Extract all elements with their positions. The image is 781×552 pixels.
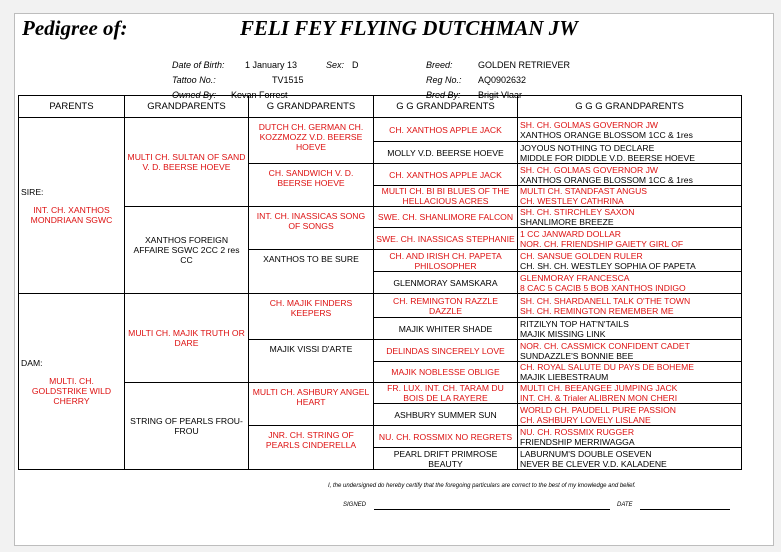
col-parents: PARENTS — [19, 96, 125, 118]
ggg-grandparent-pair — [518, 383, 742, 404]
col-gg-grandparents: G G GRANDPARENTS — [374, 96, 518, 118]
great-grandparent: INT. CH. INASSICAS SONG OF SONGS — [249, 207, 374, 250]
gg-grandparent: SWE. CH. INASSICAS STEPHANIE — [374, 228, 518, 250]
ggg-grandparent: NOR. CH. FRIENDSHIP GAIETY GIRL OF — [520, 238, 684, 249]
great-grandparent: MAJIK VISSI D'ARTE — [249, 340, 374, 383]
signed-label: SIGNED — [343, 502, 367, 508]
sire-label: SIRE: — [21, 187, 44, 197]
sire — [19, 118, 125, 294]
gg-grandparent: DELINDAS SINCERELY LOVE — [374, 340, 518, 362]
sire-name: INT. CH. XANTHOS MONDRIAAN SGWC — [30, 205, 113, 225]
grandparent: XANTHOS FOREIGN AFFAIRE SGWC 2CC 2 res CC — [125, 207, 249, 294]
gg-grandparent: MOLLY V.D. BEERSE HOEVE — [374, 142, 518, 164]
ggg-grandparent: MAJIK MISSING LINK — [520, 328, 606, 339]
ggg-grandparent-pair — [518, 142, 742, 164]
pedigree-row — [19, 383, 742, 404]
col-ggg-grandparents: G G G GRANDPARENTS — [518, 96, 742, 118]
ggg-grandparent: WORLD CH. PAUDELL PURE PASSION — [520, 404, 676, 415]
ggg-grandparent-pair — [518, 186, 742, 207]
ggg-grandparent: 1 CC JANWARD DOLLAR — [520, 228, 621, 239]
great-grandparent: DUTCH CH. GERMAN CH. KOZZMOZZ V.D. BEERSE HOEVE — [249, 118, 374, 164]
certification-statement: I, the undersigned do hereby certify that the foregoing particulars are correct to the best of my knowledge and belief. — [328, 483, 636, 489]
ggg-grandparent-pair — [518, 448, 742, 470]
ggg-grandparent: MAJIK LIEBESTRAUM — [520, 372, 609, 382]
ggg-grandparent: MULTI CH. BEEANGEE JUMPING JACK — [520, 383, 678, 393]
great-grandparent: XANTHOS TO BE SURE — [249, 250, 374, 294]
ggg-grandparent-pair — [518, 340, 742, 362]
gg-grandparent: CH. XANTHOS APPLE JACK — [374, 118, 518, 142]
ggg-grandparent: RITZILYN TOP HAT'N'TAILS — [520, 318, 629, 329]
ggg-grandparent-pair — [518, 164, 742, 186]
ggg-grandparent: FRIENDSHIP MERRIWAGGA — [520, 436, 635, 447]
ggg-grandparent: MULTI CH. STANDFAST ANGUS — [520, 186, 648, 196]
dam-name: MULTI. CH. GOLDSTRIKE WILD CHERRY — [31, 376, 112, 406]
sex-value: D — [352, 60, 359, 70]
gg-grandparent: MULTI CH. BI BI BLUES OF THE HELLACIOUS ACRES — [374, 186, 518, 207]
gg-grandparent: PEARL DRIFT PRIMROSE BEAUTY — [374, 448, 518, 470]
sex-label: Sex: — [326, 60, 345, 70]
ggg-grandparent: MIDDLE FOR DIDDLE V.D. BEERSE HOEVE — [520, 152, 695, 163]
ggg-grandparent: NU. CH. ROSSMIX RUGGER — [520, 426, 635, 437]
ggg-grandparent: SH. CH. STIRCHLEY SAXON — [520, 207, 635, 217]
ggg-grandparent: SH. CH. REMINGTON REMEMBER ME — [520, 305, 674, 316]
ggg-grandparent-pair — [518, 118, 742, 142]
ggg-grandparent: NEVER BE CLEVER V.D. KALADENE — [520, 458, 667, 469]
gg-grandparent: CH. AND IRISH CH. PAPETA PHILOSOPHER — [374, 250, 518, 272]
dam — [19, 294, 125, 470]
dog-name: FELI FEY FLYING DUTCHMAN JW — [240, 16, 578, 40]
signature-line[interactable] — [374, 509, 610, 510]
ggg-grandparent: CH. ROYAL SALUTE DU PAYS DE BOHEME — [520, 362, 694, 372]
ggg-grandparent: SUNDAZZLE'S BONNIE BEE — [520, 350, 634, 361]
gg-grandparent: NU. CH. ROSSMIX NO REGRETS — [374, 426, 518, 448]
gg-grandparent: FR. LUX. INT. CH. TARAM DU BOIS DE LA RAYERE — [374, 383, 518, 404]
breeder-value: Brigit Vlaar — [478, 90, 523, 100]
ggg-grandparent: LABURNUM'S DOUBLE OSEVEN — [520, 448, 652, 459]
dob-value: 1 January 13 — [245, 60, 298, 70]
tattoo-value: TV1515 — [272, 75, 304, 85]
date-line[interactable] — [640, 509, 730, 510]
ggg-grandparent: 8 CAC 5 CACIB 5 BOB XANTHOS INDIGO — [520, 282, 686, 293]
gg-grandparent: MAJIK WHITER SHADE — [374, 318, 518, 340]
bred-label: Bred By: — [426, 90, 461, 100]
dob-label: Date of Birth: — [172, 60, 225, 70]
grandparent: STRING OF PEARLS FROU-FROU — [125, 383, 249, 470]
ggg-grandparent: GLENMORAY FRANCESCA — [520, 272, 630, 283]
ggg-grandparent: XANTHOS ORANGE BLOSSOM 1CC & 1res — [520, 129, 693, 140]
pedigree-table — [18, 95, 742, 470]
ggg-grandparent-pair — [518, 272, 742, 294]
gg-grandparent: CH. REMINGTON RAZZLE DAZZLE — [374, 294, 518, 318]
col-g-grandparents: G GRANDPARENTS — [249, 96, 374, 118]
gg-grandparent: SWE. CH. SHANLIMORE FALCON — [374, 207, 518, 228]
ggg-grandparent: CH. SH. CH. WESTLEY SOPHIA OF PAPETA — [520, 260, 696, 271]
ggg-grandparent: NOR. CH. CASSMICK CONFIDENT CADET — [520, 340, 690, 351]
owner-value: Kevan Forrest — [231, 90, 288, 100]
reg-label: Reg No.: — [426, 75, 462, 85]
pedigree-row — [19, 118, 742, 142]
gg-grandparent: CH. XANTHOS APPLE JACK — [374, 164, 518, 186]
ggg-grandparent: CH. WESTLEY CATHRINA — [520, 196, 624, 206]
ggg-grandparent-pair — [518, 294, 742, 318]
ggg-grandparent-pair — [518, 404, 742, 426]
ggg-grandparent: XANTHOS ORANGE BLOSSOM 1CC & 1res — [520, 174, 693, 185]
owned-label: Owned By: — [172, 90, 217, 100]
ggg-grandparent-pair — [518, 250, 742, 272]
ggg-grandparent: SHANLIMORE BREEZE — [520, 217, 614, 227]
grandparent: MULTI CH. MAJIK TRUTH OR DARE — [125, 294, 249, 383]
pedigree-title: Pedigree of: — [22, 16, 128, 40]
date-label: DATE — [617, 502, 633, 508]
dam-label: DAM: — [21, 358, 43, 368]
pedigree-row — [19, 207, 742, 228]
great-grandparent: JNR. CH. STRING OF PEARLS CINDERELLA — [249, 426, 374, 470]
gg-grandparent: GLENMORAY SAMSKARA — [374, 272, 518, 294]
grandparent: MULTI CH. SULTAN OF SAND V. D. BEERSE HOEVE — [125, 118, 249, 207]
ggg-grandparent: CH. ASHBURY LOVELY LISLANE — [520, 414, 651, 425]
ggg-grandparent: SH. CH. GOLMAS GOVERNOR JW — [520, 119, 658, 130]
gg-grandparent: ASHBURY SUMMER SUN — [374, 404, 518, 426]
gg-grandparent: MAJIK NOBLESSE OBLIGE — [374, 362, 518, 383]
ggg-grandparent-pair — [518, 228, 742, 250]
ggg-grandparent-pair — [518, 318, 742, 340]
pedigree-row — [19, 294, 742, 318]
column-header-row — [19, 96, 742, 118]
great-grandparent: CH. MAJIK FINDERS KEEPERS — [249, 294, 374, 340]
ggg-grandparent: SH. CH. SHARDANELL TALK O'THE TOWN — [520, 295, 691, 306]
tattoo-label: Tattoo No.: — [172, 75, 216, 85]
breed-value: GOLDEN RETRIEVER — [478, 60, 571, 70]
ggg-grandparent-pair — [518, 426, 742, 448]
col-grandparents: GRANDPARENTS — [125, 96, 249, 118]
ggg-grandparent: INT. CH. & Trialer ALIBREN MON CHERI — [520, 393, 678, 403]
ggg-grandparent-pair — [518, 207, 742, 228]
ggg-grandparent-pair — [518, 362, 742, 383]
reg-value: AQ0902632 — [478, 75, 527, 85]
ggg-grandparent: CH. SANSUE GOLDEN RULER — [520, 250, 643, 261]
ggg-grandparent: SH. CH. GOLMAS GOVERNOR JW — [520, 164, 658, 175]
breed-label: Breed: — [426, 60, 453, 70]
ggg-grandparent: JOYOUS NOTHING TO DECLARE — [520, 142, 655, 153]
great-grandparent: MULTI CH. ASHBURY ANGEL HEART — [249, 383, 374, 426]
great-grandparent: CH. SANDWICH V. D. BEERSE HOEVE — [249, 164, 374, 207]
